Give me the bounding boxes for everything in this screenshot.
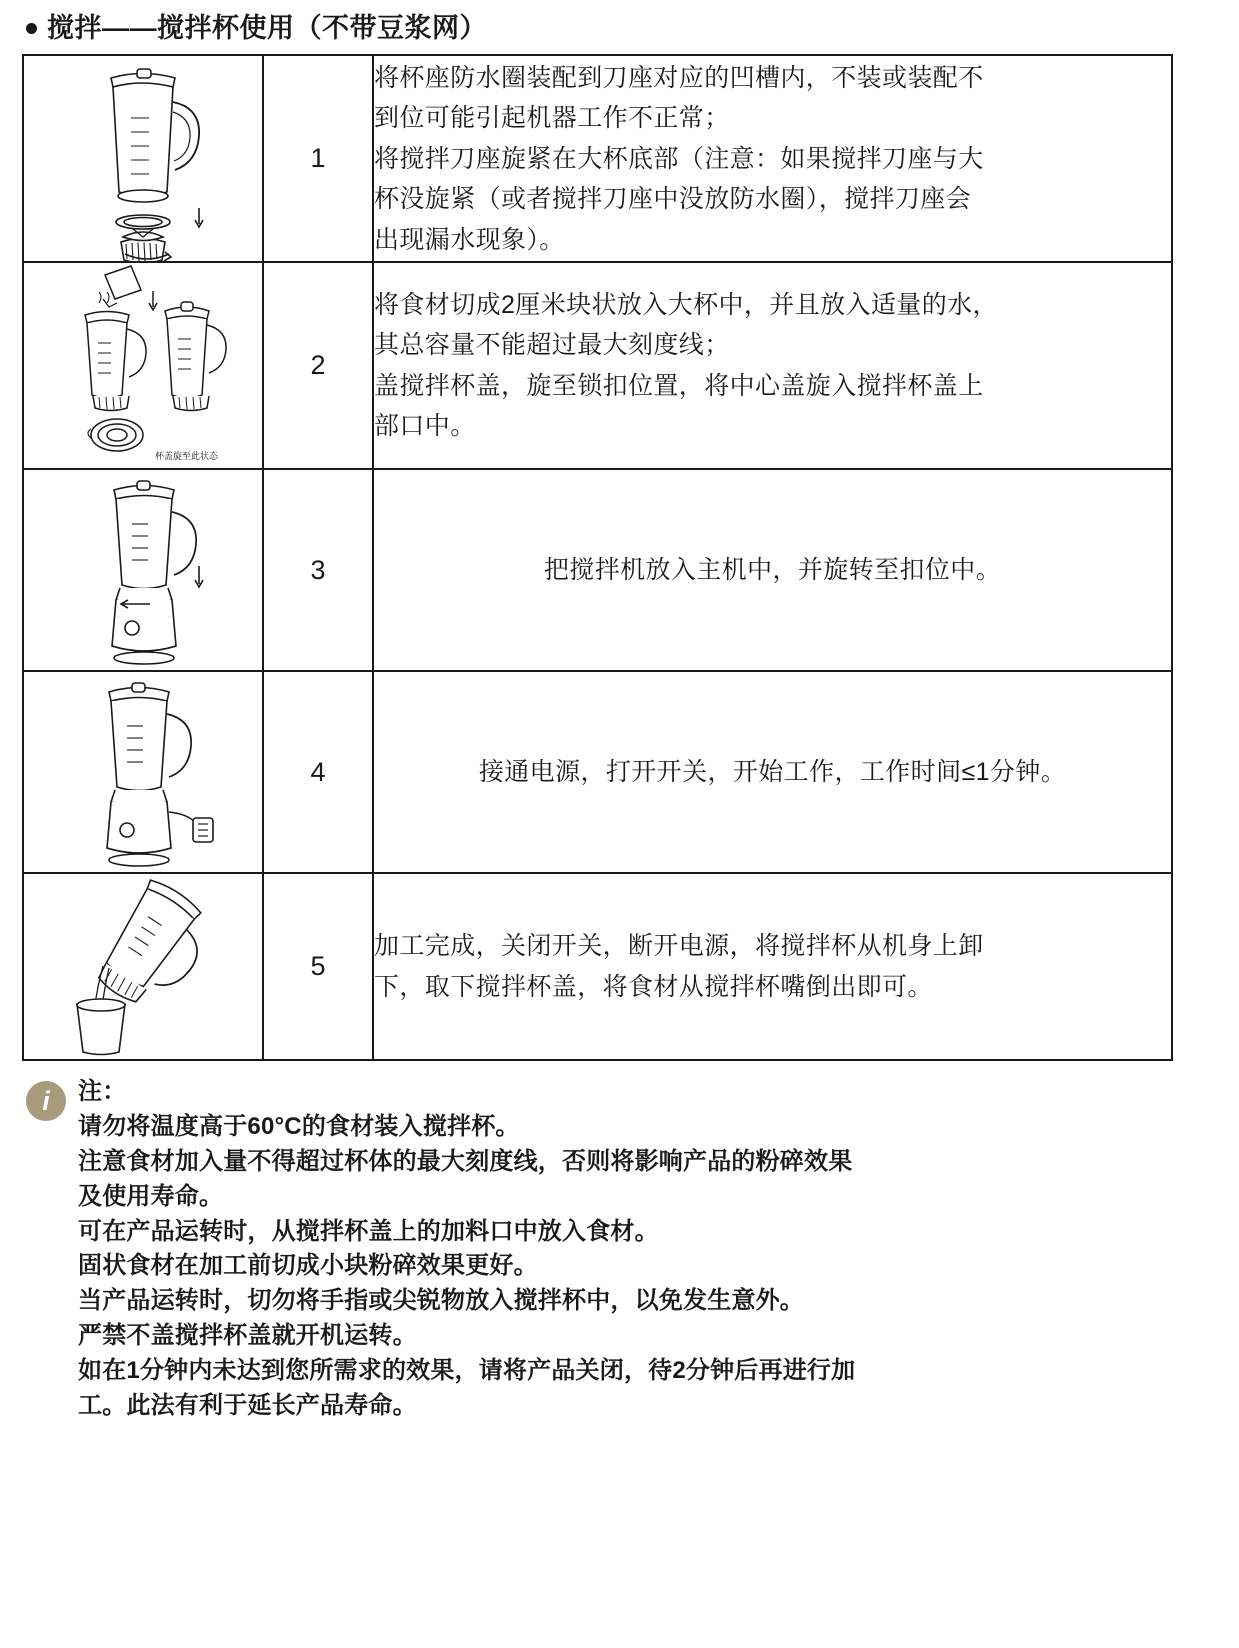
step-text-line: 加工完成，关闭开关，断开电源，将搅拌杯从机身上卸 — [374, 932, 984, 961]
step-figure-cell — [23, 873, 263, 1060]
step-text — [373, 55, 1172, 262]
blender-plug-in-power-icon — [51, 672, 236, 872]
jar-mount-on-motor-base-icon — [56, 470, 231, 670]
step-text-line: 出现漏水现象）。 — [374, 225, 565, 254]
note-line: 当产品运转时，切勿将手指或尖锐物放入搅拌杯中，以免发生意外。 — [78, 1287, 804, 1315]
table-row — [23, 671, 1172, 873]
table-row — [23, 873, 1172, 1060]
step-number: 2 — [263, 262, 373, 469]
note-line: 及使用寿命。 — [78, 1182, 224, 1210]
note-line: 工。此法有利于延长产品寿命。 — [78, 1391, 417, 1419]
step-figure-cell — [23, 262, 263, 469]
step-text-line: 下，取下搅拌杯盖，将食材从搅拌杯嘴倒出即可。 — [374, 972, 933, 1001]
steps-table — [22, 54, 1173, 1061]
table-row — [23, 262, 1172, 469]
step-text — [373, 469, 1172, 671]
step-number: 3 — [263, 469, 373, 671]
step-number: 4 — [263, 671, 373, 873]
page-title: 搅拌——搅拌杯使用（不带豆浆网） — [47, 13, 487, 43]
note-title: 注： — [78, 1078, 127, 1106]
step-text-line: 其总容量不能超过最大刻度线； — [374, 331, 730, 360]
info-icon: i — [26, 1081, 66, 1121]
step-number: 1 — [263, 55, 373, 262]
step-text-line: 杯没旋紧（或者搅拌刀座中没放防水圈），搅拌刀座会 — [374, 185, 972, 214]
note-block — [22, 1075, 1217, 1423]
section-heading — [26, 12, 1217, 44]
step-text-line: 将杯座防水圈装配到刀座对应的凹槽内，不装或装配不 — [374, 63, 984, 92]
table-row — [23, 469, 1172, 671]
table-row — [23, 55, 1172, 262]
note-line: 固状食材在加工前切成小块粉碎效果更好。 — [78, 1252, 538, 1280]
note-body — [78, 1075, 855, 1423]
step-figure-cell — [23, 469, 263, 671]
step-figure-cell — [23, 671, 263, 873]
note-line: 注意食材加入量不得超过杯体的最大刻度线，否则将影响产品的粉碎效果 — [78, 1147, 853, 1175]
step-text-line: 将搅拌刀座旋紧在大杯底部（注意：如果搅拌刀座与大 — [374, 144, 984, 173]
bullet-dot-icon — [26, 23, 37, 34]
step-text-line: 将食材切成2厘米块状放入大杯中，并且放入适量的水， — [374, 290, 998, 319]
two-jars-fill-and-lid-lock-icon — [43, 263, 243, 468]
step-text — [373, 262, 1172, 469]
step-figure-cell — [23, 55, 263, 262]
note-line: 请勿将温度高于60°C的食材装入搅拌杯。 — [78, 1113, 520, 1141]
step-text-line: 接通电源，打开开关，开始工作，工作时间≤1分钟。 — [478, 758, 1067, 787]
step-text-line: 把搅拌机放入主机中，并旋转至扣位中。 — [543, 556, 1002, 585]
step-text — [373, 671, 1172, 873]
note-line: 严禁不盖搅拌杯盖就开机运转。 — [78, 1321, 417, 1349]
note-line: 可在产品运转时，从搅拌杯盖上的加料口中放入食材。 — [78, 1217, 659, 1245]
step-text-line: 盖搅拌杯盖，旋至锁扣位置，将中心盖旋入搅拌杯盖上 — [374, 371, 984, 400]
step-text — [373, 873, 1172, 1060]
figure-caption: 杯盖旋至此状态 — [155, 451, 219, 462]
pour-from-jar-into-cup-icon — [43, 874, 243, 1059]
note-line: 如在1分钟内未达到您所需求的效果，请将产品关闭，待2分钟后再进行加 — [78, 1356, 856, 1384]
step-number: 5 — [263, 873, 373, 1060]
blender-jar-blade-base-exploded-icon — [53, 56, 233, 261]
step-text-line: 部口中。 — [374, 412, 476, 441]
step-text-line: 到位可能引起机器工作不正常； — [374, 104, 730, 133]
